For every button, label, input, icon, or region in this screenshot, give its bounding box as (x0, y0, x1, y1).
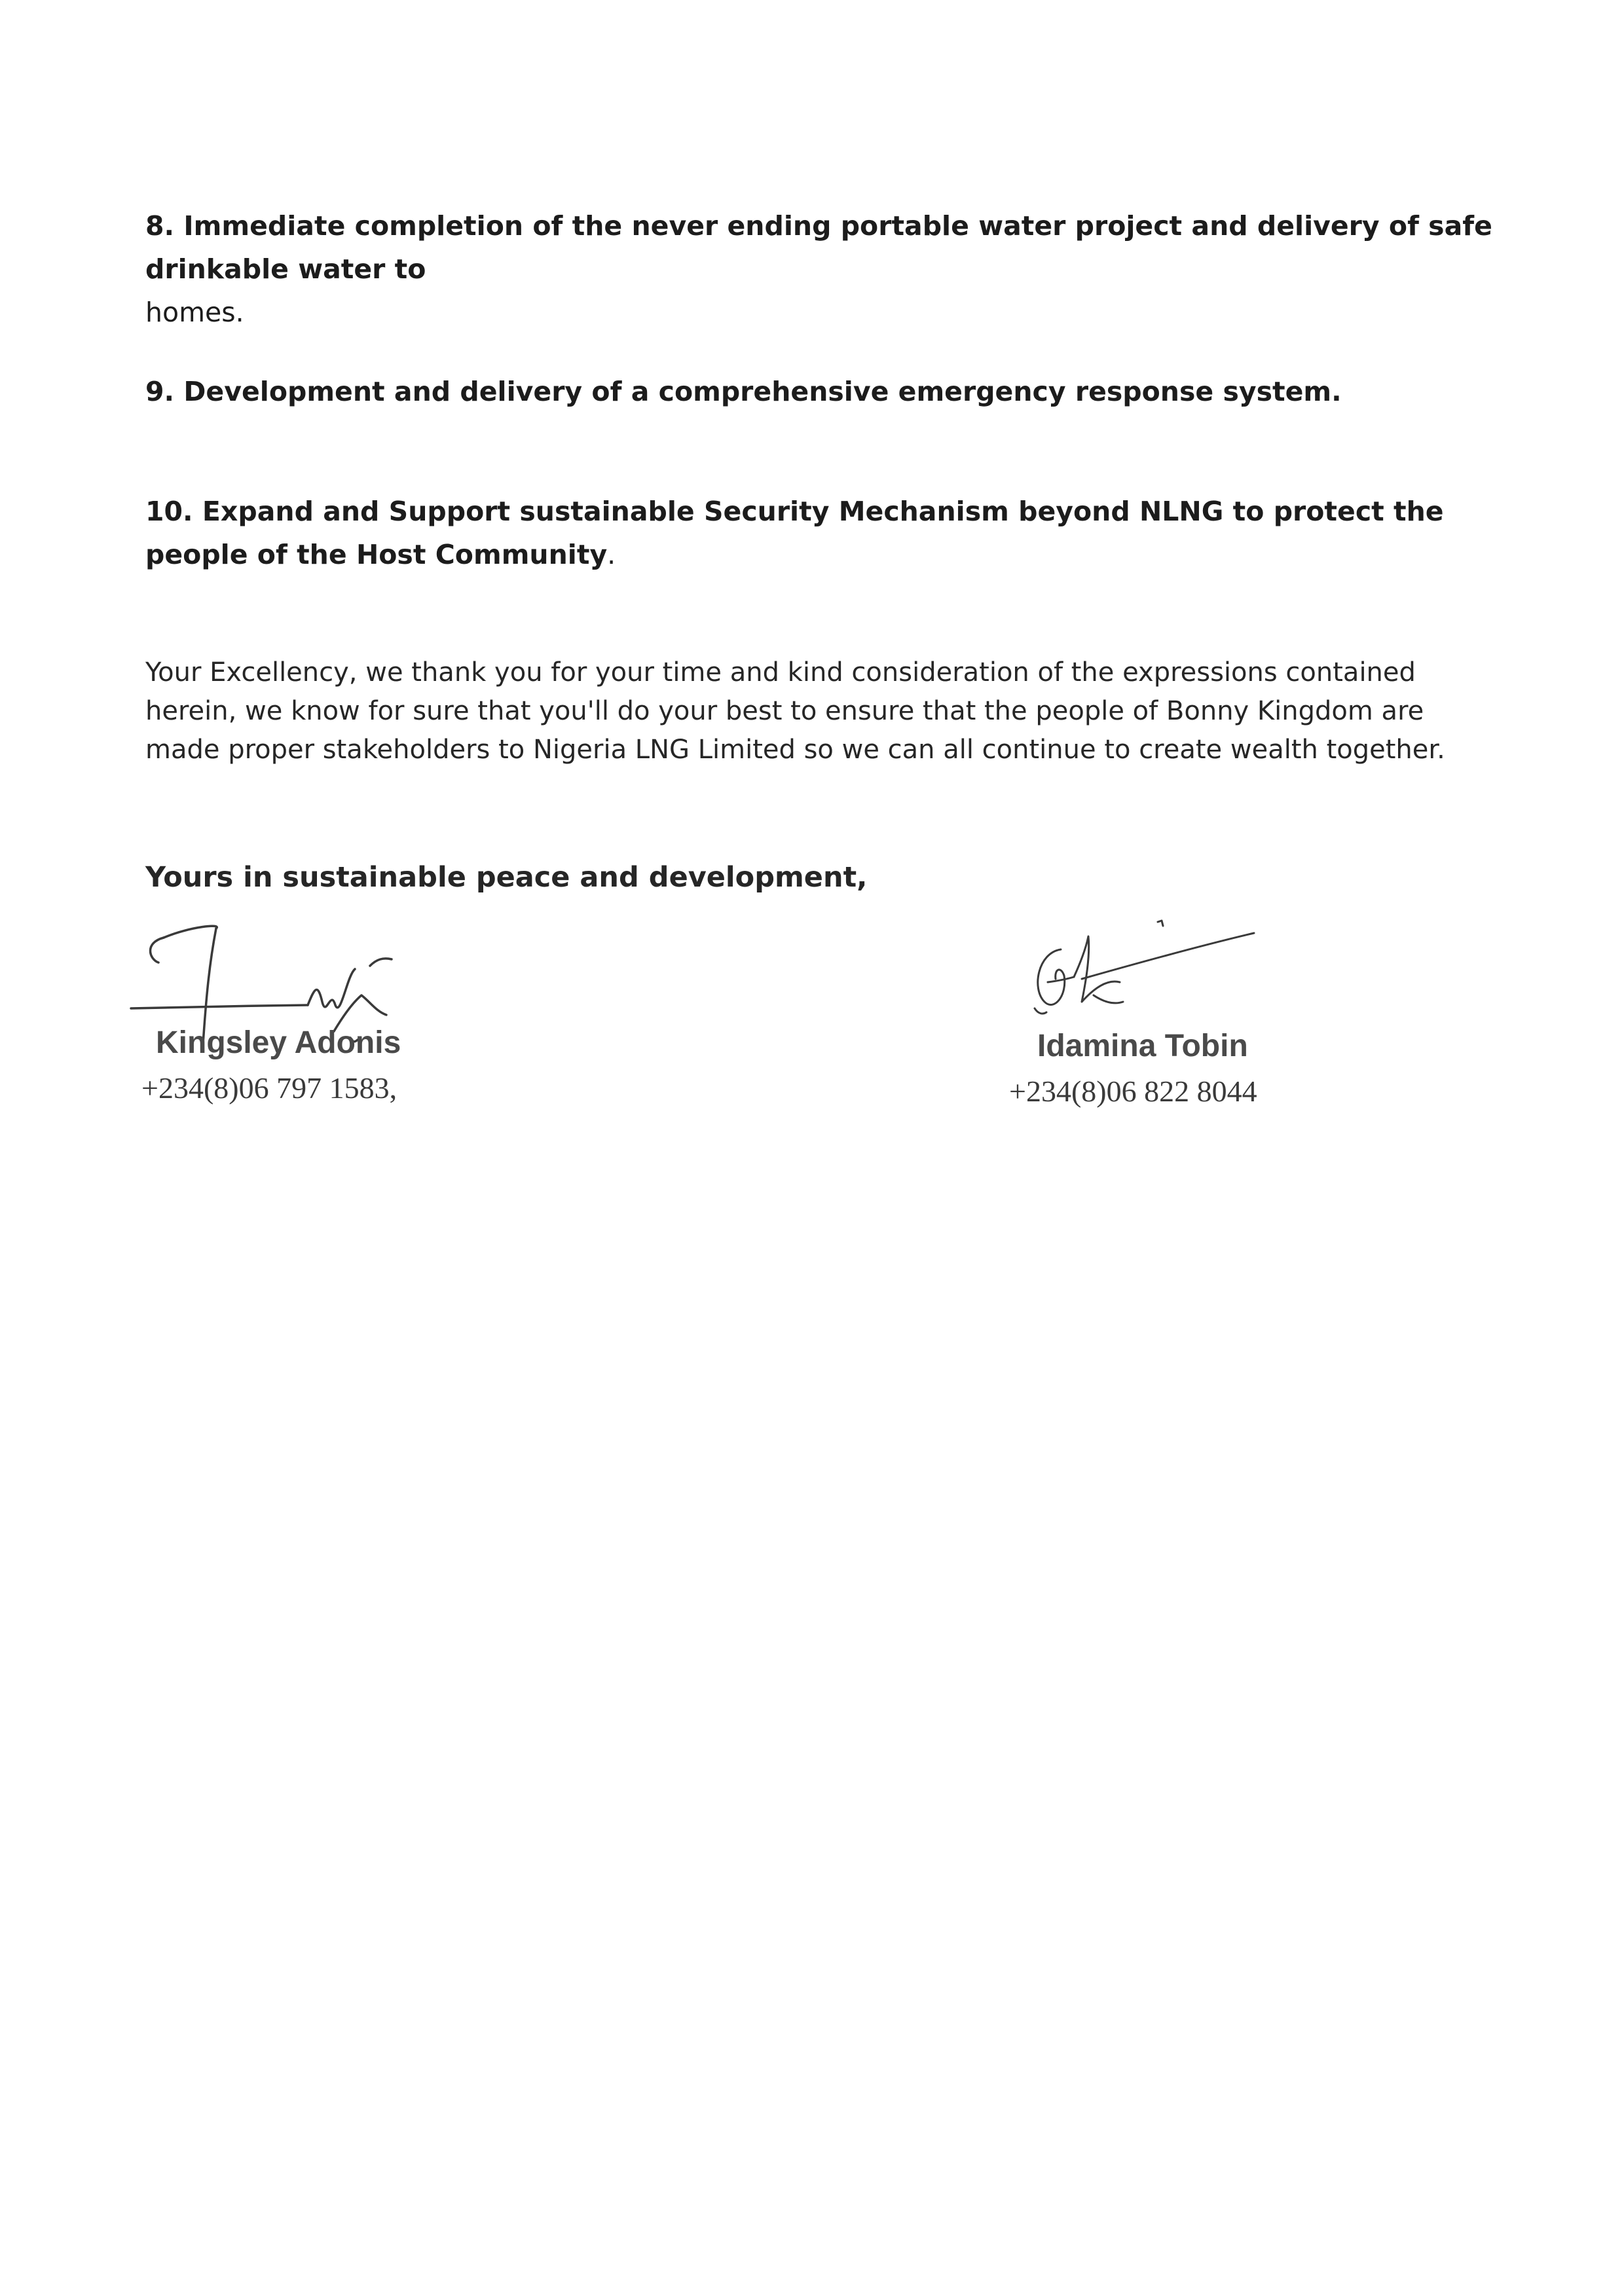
signer-phone: +234(8)06 822 8044 (1009, 1074, 1257, 1108)
signer-name: Idamina Tobin (1037, 1029, 1248, 1063)
item-text-tail: homes. (145, 297, 244, 328)
item-number: 10. (145, 496, 193, 527)
item-number: 8. (145, 210, 175, 242)
signer-name: Kingsley Adonis (156, 1025, 401, 1060)
signoff-line: Yours in sustainable peace and development, (145, 861, 868, 894)
closing-paragraph: Your Excellency, we thank you for your time and kind consideration of the expressions contained herein, we know for sure that you'll do your best to ensure that the people of Bonny Kingdom are made proper stakeholders to Nigeria LNG Limited so we can all continue to create wealth together. (145, 657, 1445, 765)
demand-item-9 (145, 370, 1494, 413)
demand-item-10 (145, 490, 1494, 576)
signer-phone: +234(8)06 797 1583, (141, 1071, 397, 1105)
demand-item-8 (145, 204, 1494, 334)
signature-idamina-tobin (1008, 904, 1270, 1028)
item-text-tail: . (607, 539, 616, 570)
item-text: Immediate completion of the never ending portable water project and delivery of safe drinkable water to (145, 210, 1492, 285)
item-text: Development and delivery of a comprehensive emergency response system. (183, 376, 1342, 407)
item-number: 9. (145, 376, 175, 407)
item-text: Expand and Support sustainable Security Mechanism beyond NLNG to protect the people of the Host Community (145, 496, 1444, 570)
